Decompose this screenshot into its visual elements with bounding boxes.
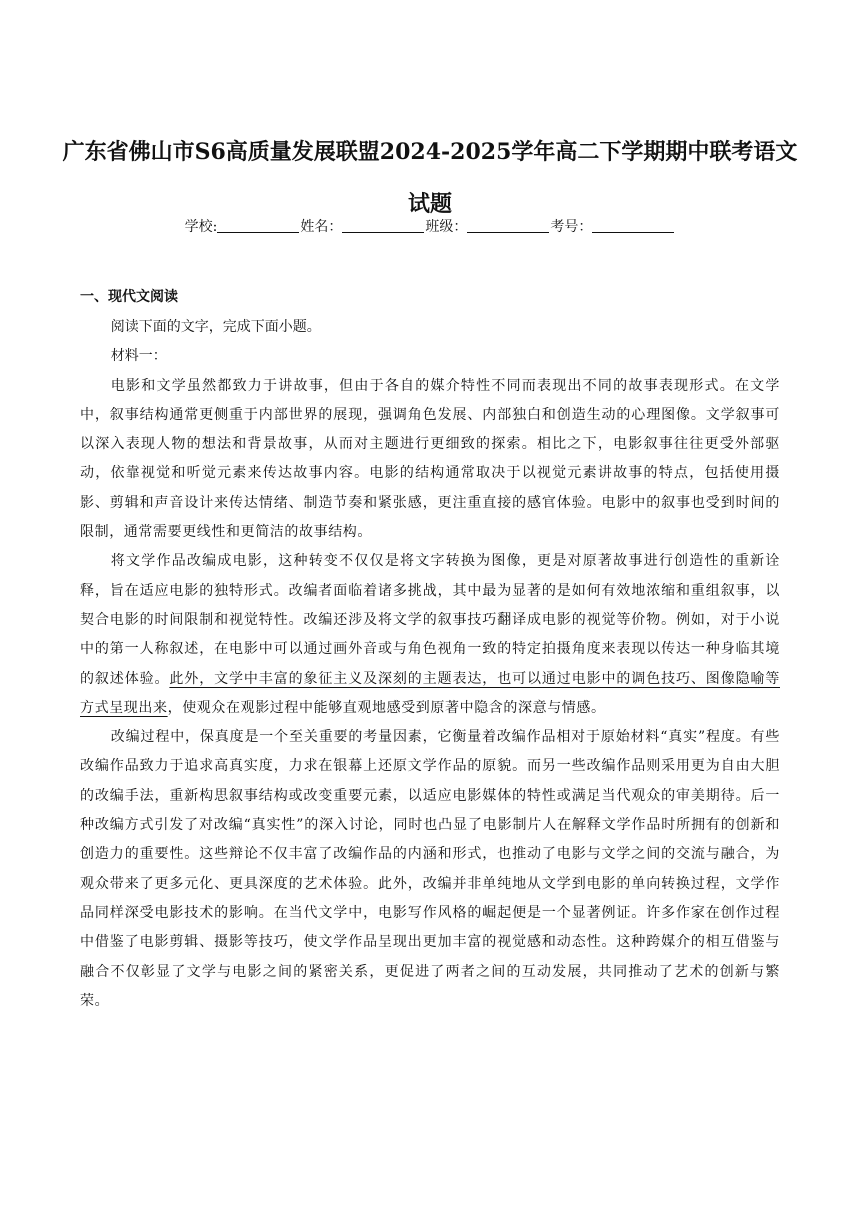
page-title: 广东省佛山市S6高质量发展联盟2024-2025学年高二下学期期中联考语文试题 — [62, 139, 798, 217]
material-label: 材料一： — [110, 348, 167, 365]
student-info-line — [0, 216, 860, 238]
reading-passage — [80, 313, 780, 1016]
section-heading: 一、现代文阅读 — [80, 289, 178, 305]
paragraph-1: 电影和文学虽然都致力于讲故事，但由于各自的媒介特性不同而表现出不同的故事表现形式。在文学中，叙事结构通常更侧重于内部世界的展现，强调角色发展、内部独白和创造生动的心理图像。文学叙事可以深入表现人物的想法和背景故事，从而对主题进行更细致的探索。相比之下，电影叙事往往更受外部驱动，依靠视觉和听觉元素来传达故事内容。电影的结构通常取决于以视觉元素讲故事的特点，包括使用摄影、剪辑和声音设计来传达情绪、制造节奏和紧张感，更注重直接的感官体验。电影中的叙事也受到时间的限制，通常需要更线性和更简洁的故事结构。 — [80, 377, 780, 541]
paragraph-2-text-before: 将文学作品改编成电影，这种转变不仅仅是将文字转换为图像，更是对原著故事进行创造性的重新诠释，旨在适应电影的独特形式。改编者面临着诸多挑战，其中最为显著的是如何有效地浓缩和重组叙事，以契合电影的时间限制和视觉特性。改编还涉及将文学的叙事技巧翻译成电影的视觉等价物。例如，对于小说中的第一人称叙述，在电影中可以通过画外音或与角色视角一致的特定拍摄角度来表现以传达一种身临其境的叙述体验。 — [80, 553, 780, 687]
paragraph-2 — [80, 547, 780, 723]
paragraph-2-text-after: ，使观众在观影过程中能够直观地感受到原著中隐含的深意与情感。 — [167, 699, 606, 716]
paragraph-3: 改编过程中，保真度是一个至关重要的考量因素，它衡量着改编作品相对于原始材料“真实”程度。有些改编作品致力于追求高真实度，力求在银幕上还原文学作品的原貌。而另一些改编作品则采用更为自由大胆的改编手法，重新构思叙事结构或改变重要元素，以适应电影媒体的特性或满足当代观众的审美期待。后一种改编方式引发了对改编“真实性”的深入讨论，同时也凸显了电影制片人在解释文学作品时所拥有的创新和创造力的重要性。这些辩论不仅丰富了改编作品的内涵和形式，也推动了电影与文学之间的交流与融合，为观众带来了更多元化、更具深度的艺术体验。此外，改编并非单纯地从文学到电影的单向转换过程，文学作品同样深受电影技术的影响。在当代文学中，电影写作风格的崛起便是一个显著例证。许多作家在创作过程中借鉴了电影剪辑、摄影等技巧，使文学作品呈现出更加丰富的视觉感和动态性。这种跨媒介的相互借鉴与融合不仅彰显了文学与电影之间的紧密关系，更促进了两者之间的互动发展，共同推动了艺术的创新与繁荣。 — [80, 729, 780, 1009]
name-blank — [342, 218, 424, 233]
instruction-text: 阅读下面的文字，完成下面小题。 — [110, 319, 321, 335]
class-blank — [467, 218, 549, 233]
paragraph-2-underlined-sentence: 此外，文学中丰富的象征主义及深刻的主题表达，也可以通过电影中的调色技巧、图像隐喻等方式呈现出来 — [80, 670, 780, 716]
school-blank — [217, 218, 299, 233]
class-label: 班级： — [425, 219, 468, 235]
exam-number-label: 考号： — [550, 219, 593, 235]
exam-number-blank — [592, 218, 674, 233]
school-label: 学校: — [184, 219, 218, 235]
name-label: 姓名： — [300, 219, 343, 235]
